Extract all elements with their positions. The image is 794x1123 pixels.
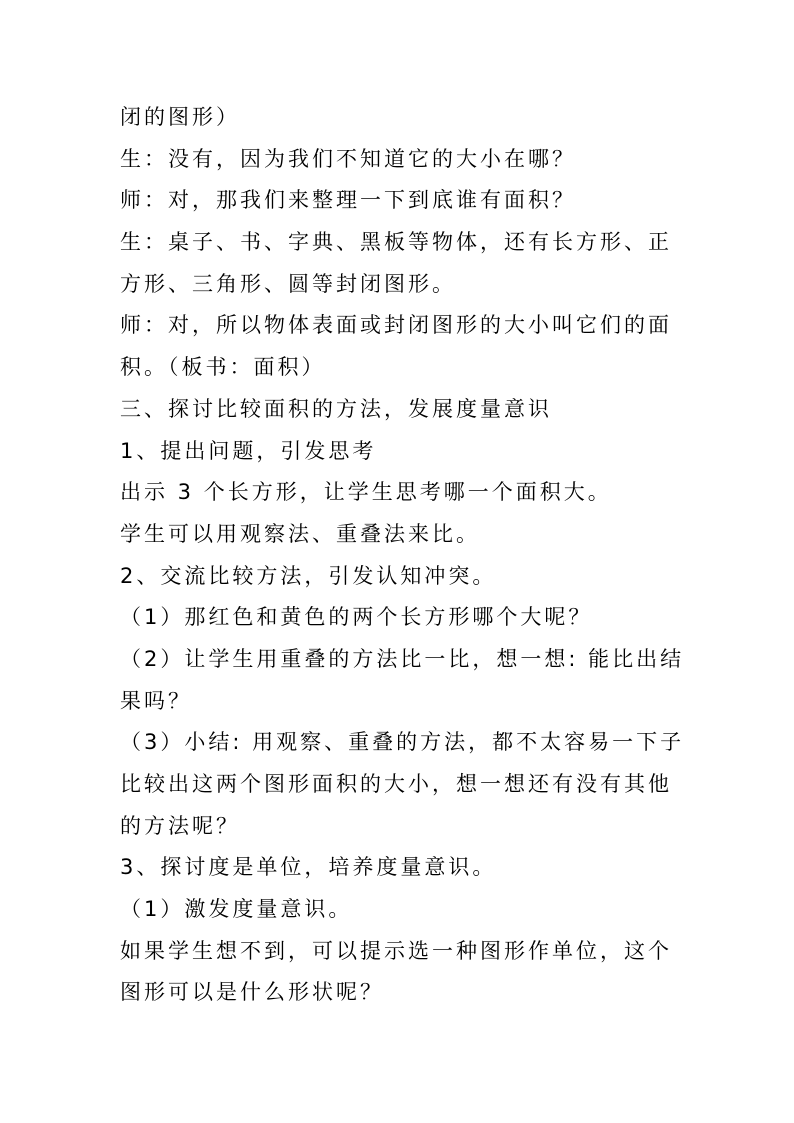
subsection-heading: 1、提出问题，引发思考 bbox=[120, 438, 377, 463]
list-item: （1）那红色和黄色的两个长方形哪个大呢？ bbox=[120, 605, 593, 630]
text-line: 方形、三角形、圆等封闭图形。 bbox=[120, 271, 456, 296]
text-line: 闭的图形） bbox=[120, 105, 240, 129]
text-line: 出示 3 个长方形，让学生思考哪一个面积大。 bbox=[120, 480, 612, 505]
text-line: 图形可以是什么形状呢？ bbox=[120, 980, 384, 1005]
subsection-heading: 3、探讨度是单位，培养度量意识。 bbox=[120, 855, 497, 880]
text-line: 师：对，那我们来整理一下到底谁有面积？ bbox=[120, 188, 576, 213]
list-item: （3）小结: 用观察、重叠的方法，都不太容易一下子 bbox=[120, 730, 685, 755]
subsection-heading: 2、交流比较方法，引发认知冲突。 bbox=[120, 563, 497, 588]
text-line: 的方法呢？ bbox=[120, 813, 240, 838]
text-line: 学生可以用观察法、重叠法来比。 bbox=[120, 521, 480, 546]
list-item: （1）激发度量意识。 bbox=[120, 897, 353, 922]
document-body bbox=[120, 97, 720, 1014]
text-line: 积。（板书：面积） bbox=[120, 355, 326, 380]
text-line: 师：对，所以物体表面或封闭图形的大小叫它们的面 bbox=[120, 313, 672, 338]
text-line: 生：桌子、书、字典、黑板等物体，还有长方形、正 bbox=[120, 230, 672, 255]
section-heading: 三、探讨比较面积的方法，发展度量意识 bbox=[120, 396, 552, 421]
text-line: 果吗？ bbox=[120, 688, 192, 713]
text-line: 生：没有，因为我们不知道它的大小在哪？ bbox=[120, 146, 576, 171]
text-line: 如果学生想不到，可以提示选一种图形作单位，这个 bbox=[120, 938, 672, 963]
text-line: 比较出这两个图形面积的大小，想一想还有没有其他 bbox=[120, 772, 672, 796]
list-item: （2）让学生用重叠的方法比一比，想一想: 能比出结 bbox=[120, 646, 685, 671]
